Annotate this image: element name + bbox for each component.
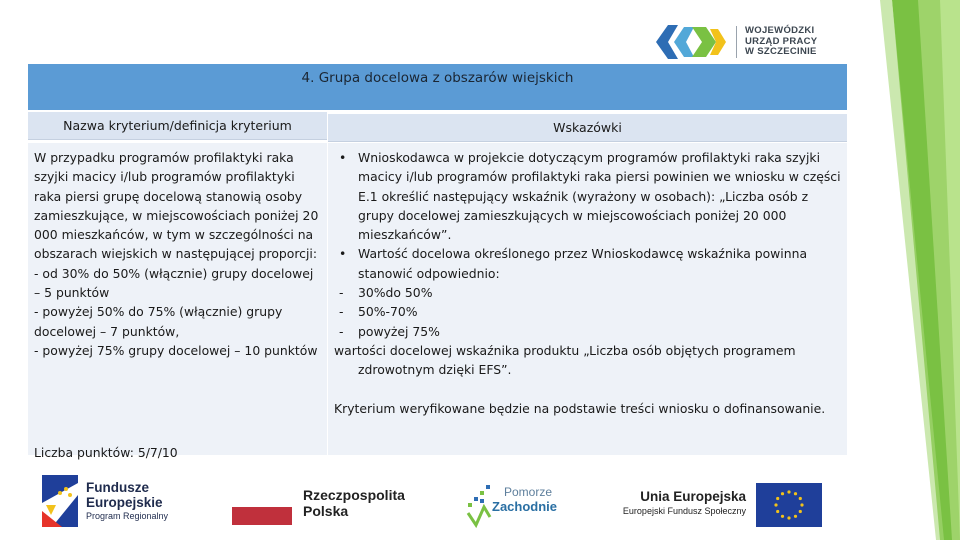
hint-paragraph: Kryterium weryfikowane będzie na podstawie treści wniosku o dofinansowanie. [334, 400, 826, 416]
list-item: - powyżej 75% [339, 323, 440, 339]
pomorze-text: Pomorze [504, 485, 553, 499]
polish-flag-icon [232, 489, 292, 525]
table-cell-criterion [28, 143, 327, 460]
zachodnie-text: Zachodnie [492, 499, 558, 514]
fe-text-line: Fundusze [86, 479, 149, 495]
fe-emblem-icon [42, 475, 78, 527]
list-item: • Wnioskodawca w projekcie dotyczącym programów profilaktyki raka szyjki macicy i/lub programów profilaktyki raka piersi powinien we wniosku w części E.1 określić następujący wskaźnik (wyrażony w osobach): „Liczba osób z grupy docelowej zamieszkujących w miejscowościach poniżej 20 000 mieszkańców”. [339, 150, 841, 243]
list-item: - 50%-70% [339, 304, 418, 320]
decorative-ribbon [840, 0, 960, 540]
criteria-table [28, 112, 847, 460]
slide-title: 4. Grupa docelowa z obszarów wiejskich [301, 70, 574, 86]
wup-logo-text: WOJEWÓDZKI URZĄD PRACY W SZCZECINIE [736, 26, 817, 58]
list-item: • Wartość docelowa określonego przez Wnioskodawcę wskaźnika powinna stanowić odpowiednio: [339, 246, 808, 281]
hint-paragraph: wartości docelowej wskaźnika produktu „Liczba osób objętych programem zdrowotnym dzięki EFS”. [334, 342, 796, 378]
criterion-points: Liczba punktów: 5/7/10 [34, 445, 178, 460]
table-cell-hints [328, 143, 847, 455]
fundusze-europejskie-logo [42, 475, 168, 527]
fe-text-line: Europejskie [86, 494, 163, 510]
slide-title-band [28, 64, 847, 110]
footer-logos [0, 465, 960, 540]
table-header-hints: Wskazówki [328, 114, 847, 142]
wup-logo [652, 18, 832, 66]
criterion-definition: W przypadku programów profilaktyki raka szyjki macicy i/lub programów profilaktyki raka piersi grupę docelową stanowią osoby zamieszkujące, w miejscowościach poniżej 20 000 mieszkańców, w tym w szczególności na obszarach wiejskich w następującej proporcji: - od 30% do 50% (włącznie) grupy docelowej – 5 punktów - powyżej 50% do 75% (włącznie) grupy docelowej – 7 punktów, - powyżej 75% grupy docelowej – 10 punktów [34, 150, 319, 358]
table-header-criterion: Nazwa kryterium/definicja kryterium [28, 112, 327, 140]
list-item: - 30%do 50% [339, 285, 433, 301]
rzeczpospolita-polska-logo: Rzeczpospolita Polska [303, 487, 405, 519]
eu-flag-icon [756, 483, 822, 527]
unia-europejska-logo: Unia Europejska Europejski Fundusz Społeczny [622, 489, 746, 516]
wup-emblem-icon [652, 19, 728, 65]
fe-text-line: Program Regionalny [86, 510, 169, 521]
